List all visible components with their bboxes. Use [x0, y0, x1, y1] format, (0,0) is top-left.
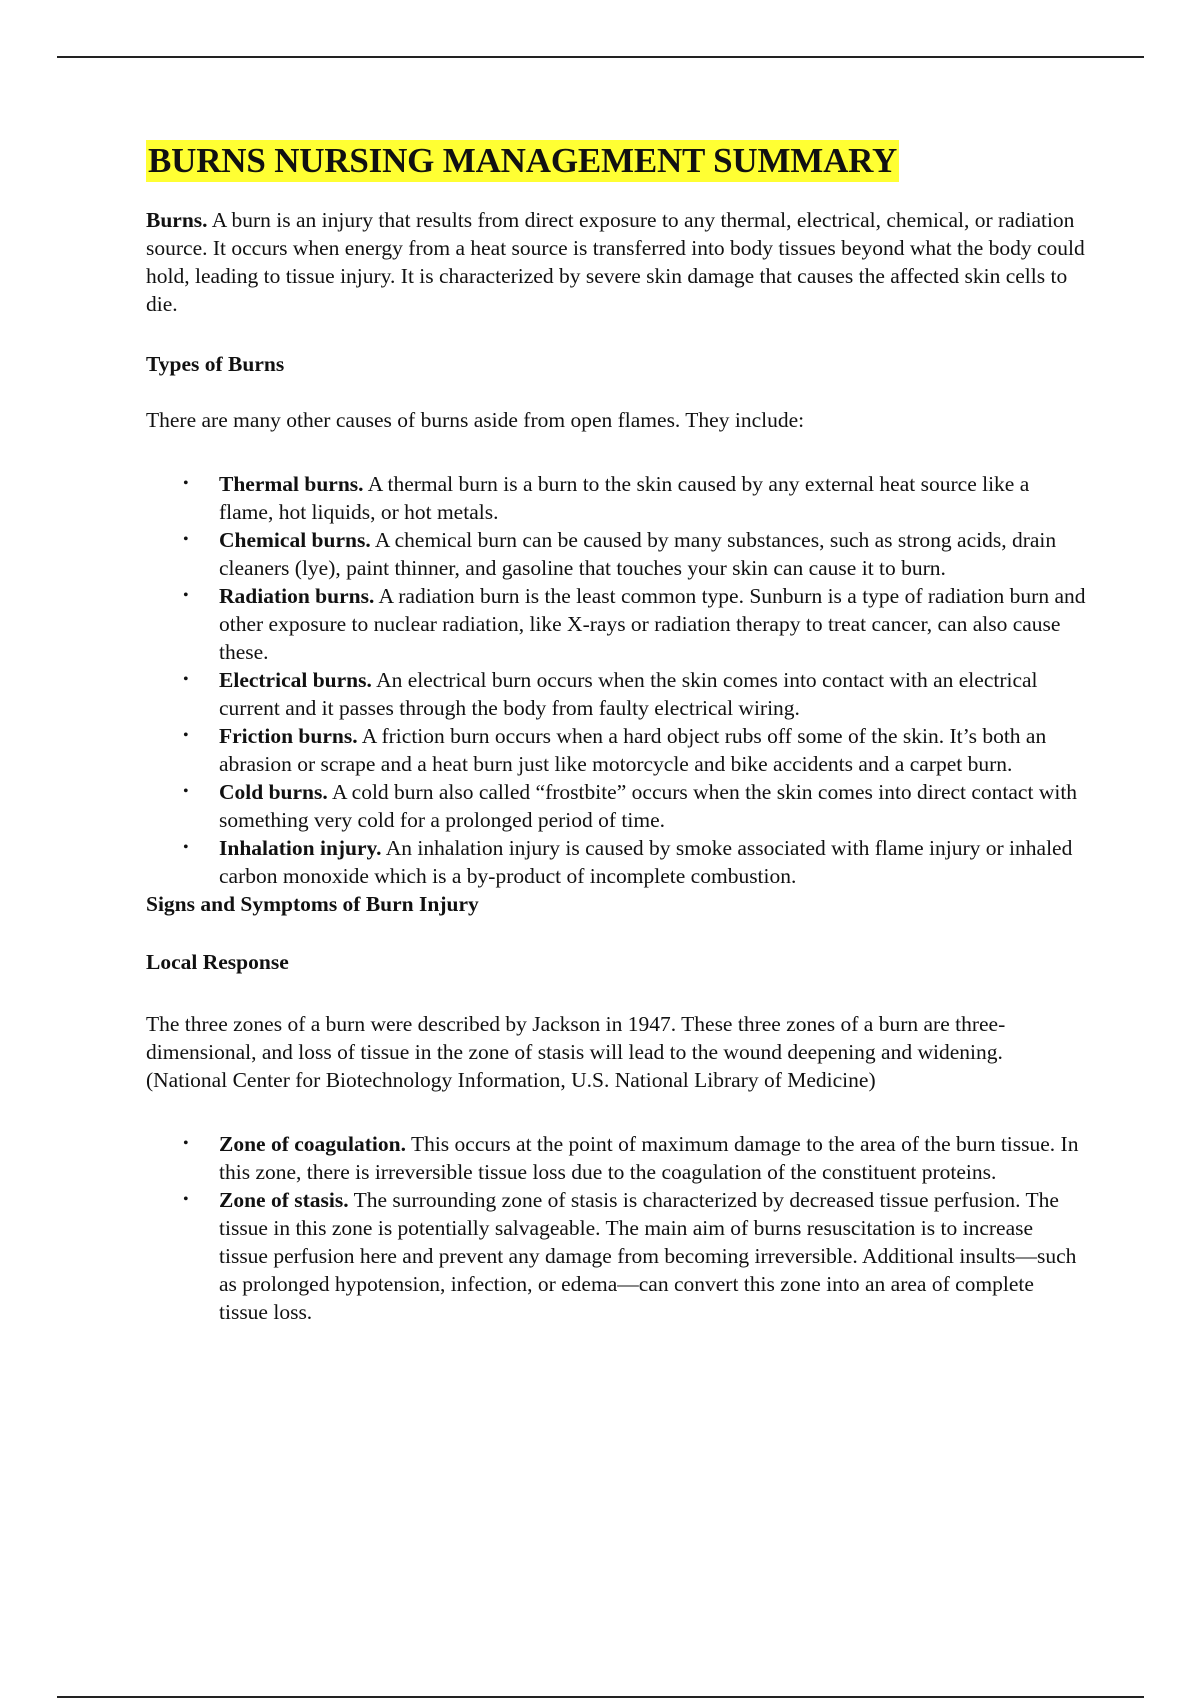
list-item: [146, 666, 1086, 722]
list-item-term: Cold burns.: [219, 780, 328, 804]
bullet-icon: •: [183, 783, 189, 800]
bullet-icon: •: [183, 671, 189, 688]
list-item-term: Inhalation injury.: [219, 836, 382, 860]
list-item-text: An electrical burn occurs when the skin comes into contact with an electrical current and it passes through the body from faulty electrical wiring.: [219, 668, 1038, 720]
bottom-rule: [57, 1696, 1144, 1698]
list-item-text: A radiation burn is the least common type. Sunburn is a type of radiation burn and other exposure to nuclear radiation, like X-rays or radiation therapy to treat cancer, can also cause these.: [219, 584, 1086, 664]
list-item: [146, 834, 1086, 890]
list-item-term: Zone of coagulation.: [219, 1132, 406, 1156]
list-item-term: Zone of stasis.: [219, 1188, 349, 1212]
list-item-term: Electrical burns.: [219, 668, 372, 692]
bullet-icon: •: [183, 587, 189, 604]
list-item: [146, 722, 1086, 778]
list-item-text: A chemical burn can be caused by many substances, such as strong acids, drain cleaners (lye), paint thinner, and gasoline that touches your skin can cause it to burn.: [219, 528, 1057, 580]
bullet-icon: •: [183, 839, 189, 856]
bullet-icon: •: [183, 1135, 189, 1152]
list-item-term: Radiation burns.: [219, 584, 375, 608]
list-item: [146, 1186, 1086, 1326]
list-item: [146, 778, 1086, 834]
intro-paragraph: [146, 206, 1086, 318]
list-item: [146, 470, 1086, 526]
list-item: [146, 526, 1086, 582]
types-heading: Types of Burns: [146, 352, 285, 376]
list-item-term: Friction burns.: [219, 724, 358, 748]
list-item-text: This occurs at the point of maximum damage to the area of the burn tissue. In this zone, there is irreversible tissue loss due to the coagulation of the constituent proteins.: [219, 1132, 1079, 1184]
list-item-term: Chemical burns.: [219, 528, 371, 552]
burn-zones-list: [146, 1130, 1086, 1326]
list-item-text: The surrounding zone of stasis is characterized by decreased tissue perfusion. The tissue in this zone is potentially salvageable. The main aim of burns resuscitation is to increase tissue perfusion here and prevent any damage from becoming irreversible. Additional insults—such as prolonged hypotension, infection, or edema—can convert this zone into an area of complete tissue loss.: [219, 1188, 1077, 1324]
bullet-icon: •: [183, 475, 189, 492]
list-item: [146, 1130, 1086, 1186]
zones-intro-paragraph: The three zones of a burn were described by Jackson in 1947. These three zones of a burn are three-dimensional, and loss of tissue in the zone of stasis will lead to the wound deepening and widening. (National Center for Biotechnology Information, U.S. National Library of Medicine): [146, 1012, 1006, 1092]
burn-types-list: [146, 470, 1086, 890]
list-item-text: An inhalation injury is caused by smoke associated with flame injury or inhaled carbon monoxide which is a by-product of incomplete combustion.: [219, 836, 1073, 888]
document-title: BURNS NURSING MANAGEMENT SUMMARY: [148, 141, 898, 180]
types-lead: There are many other causes of burns aside from open flames. They include:: [146, 408, 805, 432]
intro-text: A burn is an injury that results from direct exposure to any thermal, electrical, chemical, or radiation source. It occurs when energy from a heat source is transferred into body tissues beyond what the body could hold, leading to tissue injury. It is characterized by severe skin damage that causes the affected skin cells to die.: [146, 208, 1085, 316]
list-item-text: A cold burn also called “frostbite” occurs when the skin comes into direct contact with something very cold for a prolonged period of time.: [219, 780, 1078, 832]
list-item-text: A friction burn occurs when a hard object rubs off some of the skin. It’s both an abrasion or scrape and a heat burn just like motorcycle and bike accidents and a carpet burn.: [219, 724, 1047, 776]
bullet-icon: •: [183, 1191, 189, 1208]
list-item-text: A thermal burn is a burn to the skin caused by any external heat source like a flame, hot liquids, or hot metals.: [219, 472, 1030, 524]
bullet-icon: •: [183, 531, 189, 548]
local-response-heading: Local Response: [146, 950, 289, 974]
intro-term: Burns.: [146, 208, 208, 232]
list-item-term: Thermal burns.: [219, 472, 364, 496]
document-page: [146, 140, 1086, 1326]
list-item: [146, 582, 1086, 666]
bullet-icon: •: [183, 727, 189, 744]
signs-heading: Signs and Symptoms of Burn Injury: [146, 892, 479, 916]
top-rule: [57, 56, 1144, 58]
